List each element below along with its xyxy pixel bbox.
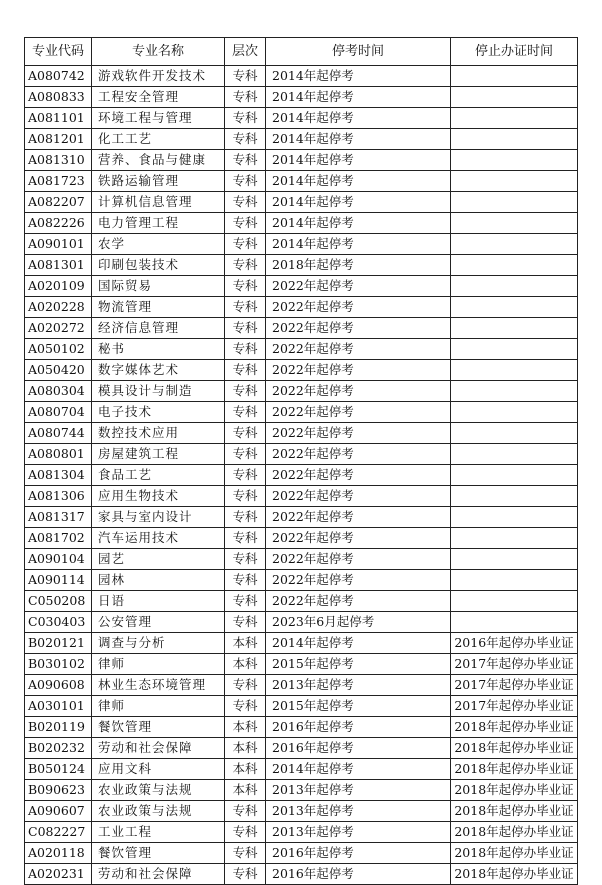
cell-stop-exam-time: 2022年起停考 [266,444,451,465]
cell-level: 专科 [225,297,266,318]
cell-major-code: A081317 [25,507,92,528]
cell-major-code: A080744 [25,423,92,444]
cell-major-name: 家具与室内设计 [92,507,225,528]
cell-major-code: A050102 [25,339,92,360]
table-row [25,528,578,549]
cell-major-name: 律师 [92,696,225,717]
cell-stop-certificate-time: 2017年起停办毕业证 [451,654,578,675]
cell-major-name: 农业政策与法规 [92,801,225,822]
cell-level: 专科 [225,87,266,108]
table-row [25,171,578,192]
cell-major-name: 国际贸易 [92,276,225,297]
cell-level: 专科 [225,255,266,276]
cell-major-name: 劳动和社会保障 [92,864,225,885]
cell-stop-certificate-time [451,108,578,129]
cell-level: 专科 [225,66,266,87]
cell-level: 专科 [225,801,266,822]
table-row [25,276,578,297]
cell-major-code: C050208 [25,591,92,612]
cell-major-name: 汽车运用技术 [92,528,225,549]
cell-stop-exam-time: 2014年起停考 [266,759,451,780]
cell-level: 专科 [225,213,266,234]
cell-level: 专科 [225,129,266,150]
cell-stop-exam-time: 2016年起停考 [266,864,451,885]
cell-level: 专科 [225,864,266,885]
cell-stop-exam-time: 2022年起停考 [266,507,451,528]
cell-stop-certificate-time [451,318,578,339]
table-row [25,444,578,465]
cell-stop-exam-time: 2018年起停考 [266,255,451,276]
cell-major-code: A080742 [25,66,92,87]
table-row [25,801,578,822]
cell-major-name: 物流管理 [92,297,225,318]
cell-level: 本科 [225,738,266,759]
cell-stop-exam-time: 2022年起停考 [266,423,451,444]
cell-stop-exam-time: 2022年起停考 [266,570,451,591]
cell-stop-certificate-time [451,612,578,633]
table-row [25,633,578,654]
table-row [25,255,578,276]
cell-stop-exam-time: 2014年起停考 [266,234,451,255]
cell-major-name: 印刷包装技术 [92,255,225,276]
cell-level: 专科 [225,822,266,843]
cell-stop-exam-time: 2014年起停考 [266,213,451,234]
table-row [25,381,578,402]
header-major-code: 专业代码 [25,38,92,66]
cell-level: 专科 [225,675,266,696]
table-row [25,339,578,360]
cell-major-name: 计算机信息管理 [92,192,225,213]
cell-level: 专科 [225,465,266,486]
cell-major-name: 工程安全管理 [92,87,225,108]
table-row [25,87,578,108]
table-body [25,66,578,885]
cell-major-code: A090104 [25,549,92,570]
cell-major-code: A020272 [25,318,92,339]
table-row [25,570,578,591]
cell-stop-exam-time: 2014年起停考 [266,66,451,87]
cell-major-name: 应用文科 [92,759,225,780]
cell-stop-exam-time: 2014年起停考 [266,108,451,129]
cell-stop-certificate-time: 2018年起停办毕业证 [451,864,578,885]
cell-major-code: B020119 [25,717,92,738]
cell-major-name: 电子技术 [92,402,225,423]
table-row [25,213,578,234]
cell-level: 专科 [225,150,266,171]
cell-stop-certificate-time [451,297,578,318]
cell-major-code: A082226 [25,213,92,234]
cell-stop-certificate-time [451,528,578,549]
cell-major-code: A020228 [25,297,92,318]
table-row [25,192,578,213]
cell-major-name: 化工工艺 [92,129,225,150]
cell-level: 专科 [225,234,266,255]
cell-major-code: A080704 [25,402,92,423]
cell-stop-certificate-time [451,507,578,528]
cell-level: 专科 [225,402,266,423]
cell-stop-exam-time: 2014年起停考 [266,150,451,171]
cell-stop-exam-time: 2022年起停考 [266,360,451,381]
cell-stop-exam-time: 2022年起停考 [266,486,451,507]
cell-major-name: 农学 [92,234,225,255]
document-page [24,37,578,885]
table-row [25,66,578,87]
table-row [25,318,578,339]
cell-major-name: 劳动和社会保障 [92,738,225,759]
cell-level: 专科 [225,192,266,213]
cell-stop-exam-time: 2016年起停考 [266,717,451,738]
cell-stop-certificate-time [451,234,578,255]
table-row [25,675,578,696]
table-row [25,549,578,570]
table-row [25,717,578,738]
cell-stop-certificate-time [451,549,578,570]
major-suspension-table [24,37,578,885]
table-row [25,864,578,885]
cell-major-code: A080304 [25,381,92,402]
cell-stop-exam-time: 2022年起停考 [266,381,451,402]
cell-major-name: 铁路运输管理 [92,171,225,192]
cell-major-name: 公安管理 [92,612,225,633]
cell-stop-exam-time: 2016年起停考 [266,843,451,864]
table-row [25,591,578,612]
cell-major-code: A090607 [25,801,92,822]
table-row [25,759,578,780]
cell-level: 本科 [225,780,266,801]
cell-level: 专科 [225,423,266,444]
cell-major-name: 环境工程与管理 [92,108,225,129]
cell-stop-certificate-time [451,486,578,507]
cell-major-name: 食品工艺 [92,465,225,486]
cell-stop-exam-time: 2013年起停考 [266,822,451,843]
cell-stop-exam-time: 2022年起停考 [266,339,451,360]
table-row [25,780,578,801]
cell-stop-exam-time: 2022年起停考 [266,402,451,423]
cell-level: 专科 [225,507,266,528]
cell-major-name: 园艺 [92,549,225,570]
table-row [25,150,578,171]
cell-stop-certificate-time [451,591,578,612]
cell-major-code: C030403 [25,612,92,633]
cell-major-code: A020118 [25,843,92,864]
table-row [25,738,578,759]
cell-major-code: A090101 [25,234,92,255]
cell-stop-exam-time: 2016年起停考 [266,738,451,759]
cell-major-name: 日语 [92,591,225,612]
table-row [25,822,578,843]
cell-stop-certificate-time [451,87,578,108]
cell-major-name: 数字媒体艺术 [92,360,225,381]
cell-level: 专科 [225,843,266,864]
cell-stop-exam-time: 2022年起停考 [266,297,451,318]
cell-major-name: 调查与分析 [92,633,225,654]
cell-major-name: 经济信息管理 [92,318,225,339]
cell-stop-certificate-time [451,150,578,171]
cell-stop-exam-time: 2014年起停考 [266,192,451,213]
cell-stop-exam-time: 2013年起停考 [266,801,451,822]
cell-major-name: 林业生态环境管理 [92,675,225,696]
cell-stop-certificate-time [451,213,578,234]
cell-stop-certificate-time: 2018年起停办毕业证 [451,738,578,759]
cell-major-code: A030101 [25,696,92,717]
cell-stop-exam-time: 2013年起停考 [266,675,451,696]
cell-major-code: A080833 [25,87,92,108]
cell-stop-certificate-time: 2018年起停办毕业证 [451,759,578,780]
cell-stop-certificate-time [451,381,578,402]
cell-stop-exam-time: 2023年6月起停考 [266,612,451,633]
cell-level: 专科 [225,591,266,612]
cell-level: 专科 [225,318,266,339]
cell-stop-certificate-time: 2018年起停办毕业证 [451,717,578,738]
cell-stop-certificate-time [451,66,578,87]
cell-stop-certificate-time: 2016年起停办毕业证 [451,633,578,654]
cell-major-code: B020232 [25,738,92,759]
cell-major-name: 餐饮管理 [92,717,225,738]
cell-stop-certificate-time [451,339,578,360]
cell-stop-certificate-time [451,360,578,381]
cell-major-name: 营养、食品与健康 [92,150,225,171]
cell-level: 专科 [225,108,266,129]
cell-level: 专科 [225,276,266,297]
cell-level: 专科 [225,696,266,717]
table-row [25,360,578,381]
cell-major-code: A081310 [25,150,92,171]
cell-stop-exam-time: 2014年起停考 [266,87,451,108]
cell-stop-certificate-time [451,192,578,213]
cell-major-code: B050124 [25,759,92,780]
cell-major-code: A080801 [25,444,92,465]
header-stop-exam-time: 停考时间 [266,38,451,66]
cell-level: 专科 [225,360,266,381]
cell-stop-exam-time: 2022年起停考 [266,465,451,486]
cell-major-name: 电力管理工程 [92,213,225,234]
cell-level: 专科 [225,549,266,570]
cell-major-code: A081201 [25,129,92,150]
cell-level: 本科 [225,717,266,738]
cell-stop-exam-time: 2015年起停考 [266,654,451,675]
cell-level: 专科 [225,381,266,402]
cell-stop-exam-time: 2022年起停考 [266,528,451,549]
table-row [25,129,578,150]
table-row [25,108,578,129]
table-header-row [25,38,578,66]
cell-stop-certificate-time: 2018年起停办毕业证 [451,822,578,843]
table-row [25,507,578,528]
cell-major-name: 模具设计与制造 [92,381,225,402]
table-row [25,843,578,864]
cell-stop-certificate-time: 2018年起停办毕业证 [451,801,578,822]
cell-stop-certificate-time [451,129,578,150]
cell-major-code: B090623 [25,780,92,801]
cell-stop-exam-time: 2015年起停考 [266,696,451,717]
cell-level: 专科 [225,171,266,192]
cell-stop-exam-time: 2022年起停考 [266,318,451,339]
cell-stop-certificate-time: 2017年起停办毕业证 [451,675,578,696]
table-row [25,465,578,486]
cell-stop-certificate-time [451,402,578,423]
cell-major-code: C082227 [25,822,92,843]
cell-major-name: 农业政策与法规 [92,780,225,801]
cell-major-name: 游戏软件开发技术 [92,66,225,87]
cell-stop-certificate-time [451,465,578,486]
cell-stop-exam-time: 2014年起停考 [266,129,451,150]
cell-level: 专科 [225,444,266,465]
cell-stop-certificate-time [451,570,578,591]
cell-stop-certificate-time: 2018年起停办毕业证 [451,780,578,801]
cell-major-name: 园林 [92,570,225,591]
cell-major-name: 房屋建筑工程 [92,444,225,465]
cell-stop-exam-time: 2013年起停考 [266,780,451,801]
cell-major-code: A082207 [25,192,92,213]
header-level: 层次 [225,38,266,66]
table-row [25,297,578,318]
cell-major-code: B020121 [25,633,92,654]
cell-stop-certificate-time: 2017年起停办毕业证 [451,696,578,717]
cell-stop-certificate-time [451,171,578,192]
table-row [25,654,578,675]
cell-major-name: 数控技术应用 [92,423,225,444]
cell-major-code: A081306 [25,486,92,507]
cell-major-name: 餐饮管理 [92,843,225,864]
cell-level: 专科 [225,528,266,549]
cell-level: 本科 [225,654,266,675]
cell-major-code: A081723 [25,171,92,192]
cell-level: 专科 [225,570,266,591]
cell-major-code: A020231 [25,864,92,885]
cell-stop-exam-time: 2022年起停考 [266,591,451,612]
cell-stop-exam-time: 2022年起停考 [266,276,451,297]
cell-major-name: 应用生物技术 [92,486,225,507]
table-row [25,486,578,507]
table-row [25,612,578,633]
cell-major-code: A081101 [25,108,92,129]
cell-level: 专科 [225,486,266,507]
cell-stop-exam-time: 2022年起停考 [266,549,451,570]
cell-level: 本科 [225,633,266,654]
cell-level: 本科 [225,759,266,780]
cell-major-code: A050420 [25,360,92,381]
cell-major-code: A081301 [25,255,92,276]
cell-stop-certificate-time [451,444,578,465]
cell-stop-certificate-time: 2018年起停办毕业证 [451,843,578,864]
cell-major-code: A081304 [25,465,92,486]
cell-major-name: 律师 [92,654,225,675]
table-row [25,423,578,444]
header-major-name: 专业名称 [92,38,225,66]
header-stop-certificate-time: 停止办证时间 [451,38,578,66]
cell-stop-exam-time: 2014年起停考 [266,633,451,654]
cell-major-name: 工业工程 [92,822,225,843]
cell-major-code: A081702 [25,528,92,549]
cell-level: 专科 [225,339,266,360]
cell-stop-certificate-time [451,423,578,444]
table-row [25,696,578,717]
cell-major-code: A090608 [25,675,92,696]
cell-major-code: A020109 [25,276,92,297]
table-row [25,402,578,423]
cell-stop-certificate-time [451,276,578,297]
table-row [25,234,578,255]
cell-major-code: A090114 [25,570,92,591]
cell-stop-exam-time: 2014年起停考 [266,171,451,192]
cell-stop-certificate-time [451,255,578,276]
cell-level: 专科 [225,612,266,633]
cell-major-code: B030102 [25,654,92,675]
cell-major-name: 秘书 [92,339,225,360]
